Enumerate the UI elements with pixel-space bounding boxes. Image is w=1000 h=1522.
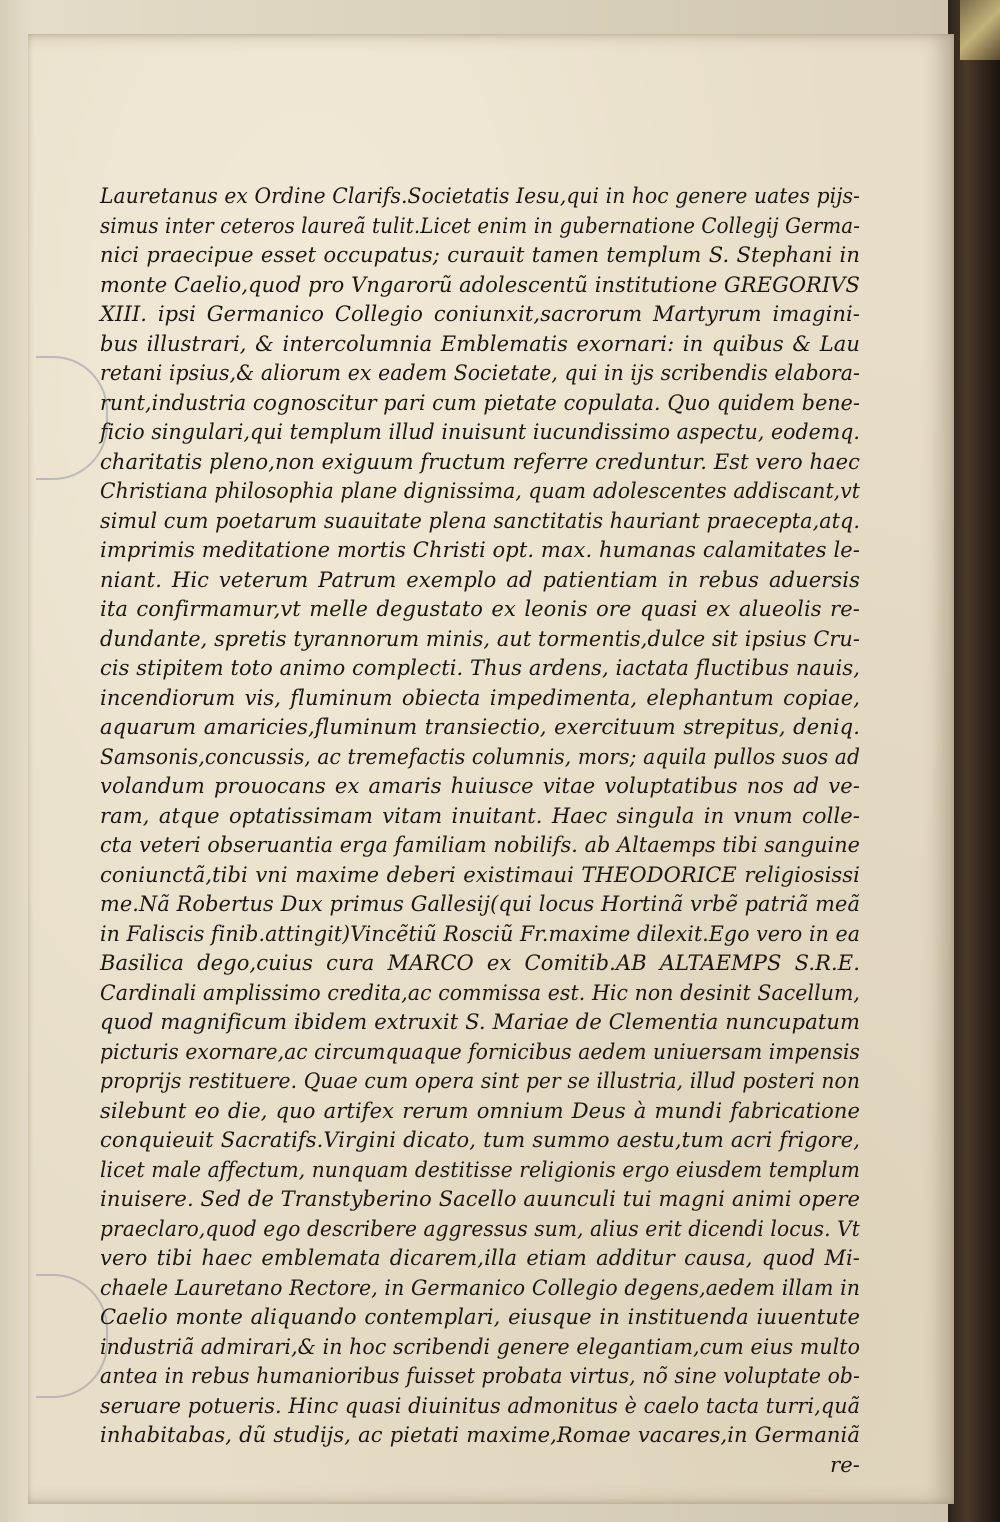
text-line: licet male affectum, nunquam destitisse religionis ergo eiusdem templum: [100, 1157, 860, 1182]
text-line: quod magnificum ibidem extruxit S. Mariae de Clementia nuncupatum: [100, 1010, 860, 1034]
text-line: praeclaro,quod ego describere aggressus sum, alius erit dicendi locus. Vt: [100, 1216, 860, 1241]
text-line: monte Caelio,quod pro Vngarorũ adolescentũ institutione GREGORIVS: [100, 272, 860, 297]
text-line: aquarum amaricies,fluminum transiectio, exercituum strepitus, deniq.: [100, 715, 860, 739]
text-line: industriã admirari,& in hoc scribendi genere elegantiam,cum eius multo: [100, 1334, 860, 1359]
text-line: Cardinali amplissimo credita,ac commissa est. Hic non desinit Sacellum,: [100, 980, 860, 1005]
text-line: bus illustrari, & intercolumnia Emblematis exornari: in quibus & Lau: [100, 331, 860, 356]
text-line: ita confirmamur,vt melle degustato ex leonis ore quasi ex alueolis re-: [100, 597, 860, 621]
text-line: inuisere. Sed de Transtyberino Sacello auunculi tui magni animi opere: [100, 1187, 860, 1211]
text-line: seruare potueris. Hinc quasi diuinitus admonitus è caelo tacta turri,quã: [100, 1393, 860, 1418]
text-line: picturis exornare,ac circumquaque fornicibus aedem uniuersam impensis: [100, 1039, 860, 1064]
text-line: antea in rebus humanioribus fuisset probata virtus, nõ sine voluptate ob-: [100, 1364, 860, 1388]
text-line: simus inter ceteros laureã tulit.Licet enim in gubernatione Collegij Germa-: [100, 213, 860, 238]
text-line: XIII. ipsi Germanico Collegio coniunxit,sacrorum Martyrum imagini-: [100, 302, 860, 326]
text-line: Samsonis,concussis, ac tremefactis columnis, mors; aquila pullos suos ad: [100, 744, 860, 769]
page-clip: [36, 356, 108, 480]
body-text: [100, 182, 860, 1480]
text-line: niant. Hic veterum Patrum exemplo ad patientiam in rebus aduersis: [100, 567, 860, 592]
text-line: ram, atque optatissimam vitam inuitant. Haec singula in vnum colle-: [100, 803, 860, 828]
text-line: simul cum poetarum suauitate plena sanctitatis hauriant praecepta,atq.: [100, 508, 860, 533]
text-line: chaele Lauretano Rectore, in Germanico Collegio degens,aedem illam in: [100, 1275, 860, 1300]
text-line: cis stipitem toto animo complecti. Thus ardens, iactata fluctibus nauis,: [100, 656, 860, 680]
text-line: coniunctã,tibi vni maxime deberi existimaui THEODORICE religiosissi: [100, 862, 860, 887]
text-line: incendiorum vis, fluminum obiecta impedimenta, elephantum copiae,: [100, 685, 860, 710]
text-line: Caelio monte aliquando contemplari, eiusque in instituenda iuuentute: [100, 1305, 860, 1329]
text-line: ficio singulari,qui templum illud inuisunt iucundissimo aspectu, eodemq.: [100, 420, 860, 444]
text-line: Lauretanus ex Ordine Clarifs.Societatis Iesu,qui in hoc genere uates pijs-: [100, 184, 860, 208]
text-line: cta veteri obseruantia erga familiam nobilifs. ab Altaemps tibi sanguine: [100, 833, 860, 857]
text-line: retani ipsius,& aliorum ex eadem Societate, qui in ijs scribendis elabora-: [100, 361, 860, 385]
book-spine-edge: [948, 0, 1000, 1522]
catchword: re-: [830, 1452, 860, 1477]
text-line: conquieuit Sacratifs.Virgini dicato, tum summo aestu,tum acri frigore,: [100, 1128, 860, 1152]
text-line: nici praecipue esset occupatus; curauit tamen templum S. Stephani in: [100, 243, 860, 267]
text-line: Christiana philosophia plane dignissima, quam adolescentes addiscant,vt: [100, 479, 860, 503]
text-line: silebunt eo die, quo artifex rerum omnium Deus à mundi fabricatione: [100, 1098, 860, 1123]
text-line: in Faliscis finib.attingit)Vincẽtiũ Rosciũ Fr.maxime dilexit.Ego vero in ea: [100, 921, 860, 946]
text-line: dundante, spretis tyrannorum minis, aut tormentis,dulce sit ipsius Cru-: [100, 626, 860, 651]
text-line: inhabitabas, dũ studijs, ac pietati maxime,Romae vacares,in Germaniã: [100, 1423, 860, 1447]
text-line: volandum prouocans ex amaris huiusce vitae voluptatibus nos ad ve-: [100, 774, 860, 798]
text-line: me.Nã Robertus Dux primus Gallesij(qui locus Hortinã vrbẽ patriã meã: [100, 892, 860, 916]
text-line: imprimis meditatione mortis Christi opt. max. humanas calamitates le-: [100, 538, 860, 562]
text-line: runt,industria cognoscitur pari cum pietate copulata. Quo quidem bene-: [100, 390, 860, 415]
binding-clasp: [960, 0, 1000, 60]
page-clip: [36, 1274, 108, 1398]
text-line: charitatis pleno,non exiguum fructum referre creduntur. Est vero haec: [100, 449, 860, 474]
text-line: proprijs restituere. Quae cum opera sint per se illustria, illud posteri non: [100, 1069, 860, 1093]
text-line: vero tibi haec emblemata dicarem,illa etiam additur causa, quod Mi-: [100, 1246, 860, 1270]
text-line: Basilica dego,cuius cura MARCO ex Comitib.AB ALTAEMPS S.R.E.: [100, 951, 860, 975]
